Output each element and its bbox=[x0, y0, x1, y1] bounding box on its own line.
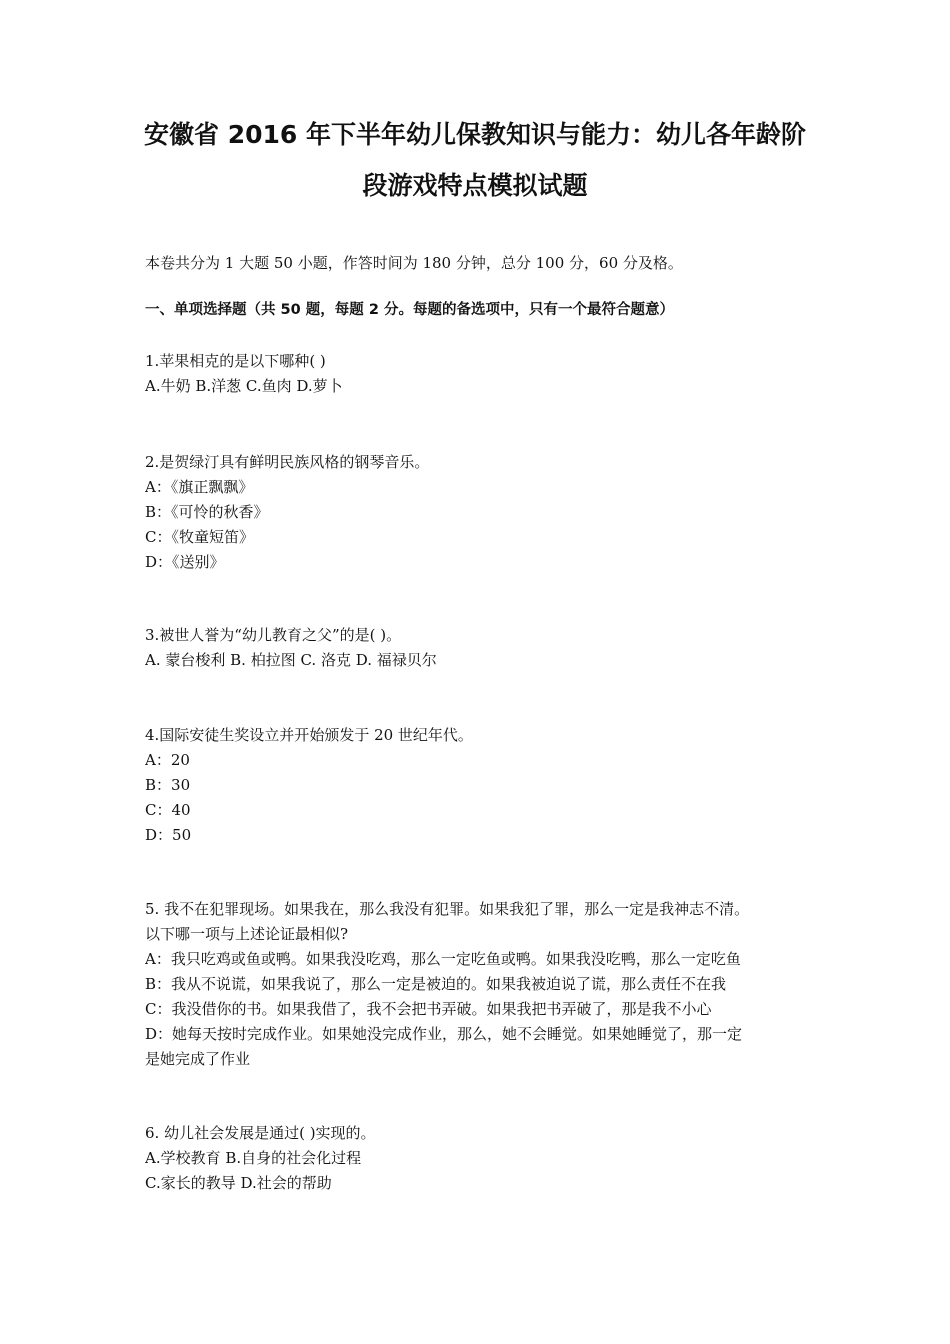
section-heading: 一、单项选择题（共 50 题，每题 2 分。每题的备选项中，只有一个最符合题意） bbox=[145, 302, 674, 318]
question-3 bbox=[145, 623, 820, 673]
question-options-row2: C.家长的教导 D.社会的帮助 bbox=[145, 1174, 332, 1192]
question-stem-continued: 以下哪一项与上述论证最相似? bbox=[145, 925, 349, 943]
question-6 bbox=[145, 1121, 820, 1196]
question-options: A. 蒙台梭利 B. 柏拉图 C. 洛克 D. 福禄贝尔 bbox=[145, 651, 437, 669]
question-stem: 1.苹果相克的是以下哪种( ) bbox=[145, 352, 326, 370]
question-stem: 2.是贺绿汀具有鲜明民族风格的钢琴音乐。 bbox=[145, 453, 430, 471]
document-title-line2: 段游戏特点模拟试题 bbox=[362, 171, 588, 200]
question-stem: 6. 幼儿社会发展是通过( )实现的。 bbox=[145, 1124, 376, 1142]
question-4 bbox=[145, 723, 820, 848]
question-options: A.牛奶 B.洋葱 C.鱼肉 D.萝卜 bbox=[145, 377, 343, 395]
question-5 bbox=[145, 897, 820, 1072]
question-stem: 3.被世人誉为“幼儿教育之父”的是( )。 bbox=[145, 626, 402, 644]
question-2 bbox=[145, 450, 820, 575]
question-option-c: C：40 bbox=[145, 801, 191, 819]
question-option-b: B：30 bbox=[145, 776, 191, 794]
question-option-d-continued: 是她完成了作业 bbox=[145, 1050, 251, 1068]
question-stem: 5. 我不在犯罪现场。如果我在，那么我没有犯罪。如果我犯了罪，那么一定是我神志不清。 bbox=[145, 900, 750, 918]
question-option-b: B：《可怜的秋香》 bbox=[145, 503, 269, 521]
question-option-a: A：我只吃鸡或鱼或鸭。如果我没吃鸡，那么一定吃鱼或鸭。如果我没吃鸭，那么一定吃鱼 bbox=[145, 950, 741, 968]
question-option-c: C：我没借你的书。如果我借了，我不会把书弄破。如果我把书弄破了，那是我不小心 bbox=[145, 1000, 712, 1018]
question-option-d: D：50 bbox=[145, 826, 192, 844]
question-stem: 4.国际安徒生奖设立并开始颁发于 20 世纪年代。 bbox=[145, 726, 473, 744]
question-option-b: B：我从不说谎，如果我说了，那么一定是被迫的。如果我被迫说了谎，那么责任不在我 bbox=[145, 975, 727, 993]
question-option-c: C：《牧童短笛》 bbox=[145, 528, 254, 546]
question-option-a: A：《旗正飘飘》 bbox=[145, 478, 254, 496]
document-title-line1: 安徽省 2016 年下半年幼儿保教知识与能力：幼儿各年龄阶 bbox=[144, 120, 806, 149]
question-1 bbox=[145, 349, 820, 399]
question-option-d: D：她每天按时完成作业。如果她没完成作业，那么，她不会睡觉。如果她睡觉了，那一定 bbox=[145, 1025, 743, 1043]
exam-intro: 本卷共分为 1 大题 50 小题，作答时间为 180 分钟，总分 100 分，60 分及格。 bbox=[145, 254, 683, 272]
question-options-row1: A.学校教育 B.自身的社会化过程 bbox=[145, 1149, 362, 1167]
question-option-d: D：《送别》 bbox=[145, 553, 225, 571]
question-option-a: A：20 bbox=[145, 751, 190, 769]
